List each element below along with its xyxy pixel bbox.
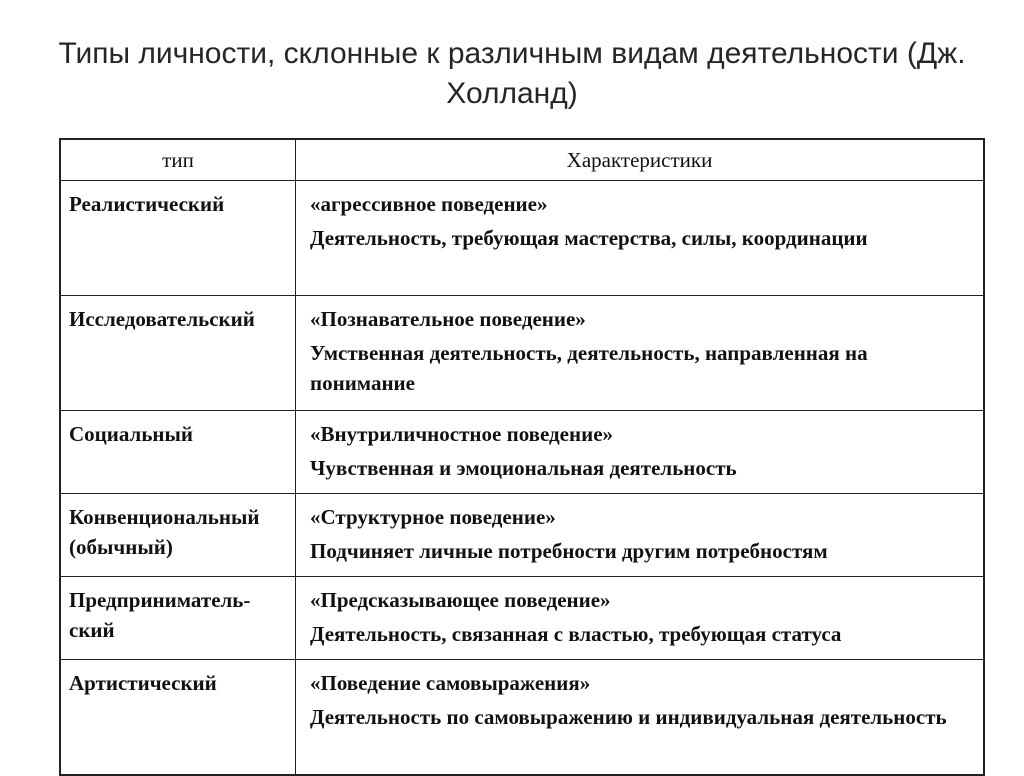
characteristics-cell xyxy=(296,577,985,660)
characteristics-cell xyxy=(296,660,985,776)
table-row xyxy=(60,577,984,660)
characteristics-cell xyxy=(296,494,985,577)
type-cell: Реалистический xyxy=(60,181,296,296)
type-cell: Социальный xyxy=(60,411,296,494)
type-cell: Исследовательский xyxy=(60,296,296,411)
table-row xyxy=(60,494,984,577)
activity-text: Деятельность, требующая мастерства, силы, координации xyxy=(310,226,868,250)
page-title: Типы личности, склонные к различным видам деятельности (Дж. Холланд) xyxy=(58,37,966,110)
type-cell: Конвенциональный (обычный) xyxy=(60,494,296,577)
characteristics-cell xyxy=(296,296,985,411)
activity-text: Умственная деятельность, деятельность, направленная на понимание xyxy=(310,341,868,395)
behavior-text: «агрессивное поведение» xyxy=(310,192,548,216)
activity-text: Подчиняет личные потребности другим потребностям xyxy=(310,539,828,563)
table-row xyxy=(60,660,984,776)
characteristics-cell xyxy=(296,411,985,494)
activity-text: Деятельность, связанная с властью, требующая статуса xyxy=(310,622,842,646)
table-row xyxy=(60,181,984,296)
characteristics-cell xyxy=(296,181,985,296)
behavior-text: «Структурное поведение» xyxy=(310,505,556,529)
holland-types-table-container xyxy=(59,138,985,776)
behavior-text: «Познавательное поведение» xyxy=(310,307,586,331)
table-header-row xyxy=(60,139,984,181)
behavior-text: «Предсказывающее поведение» xyxy=(310,588,611,612)
header-type: тип xyxy=(60,139,296,181)
type-cell: Артистический xyxy=(60,660,296,776)
behavior-text: «Поведение самовыражения» xyxy=(310,671,591,695)
header-characteristics: Характеристики xyxy=(296,139,985,181)
activity-text: Чувственная и эмоциональная деятельность xyxy=(310,456,737,480)
table-row xyxy=(60,296,984,411)
type-cell: Предприниматель-ский xyxy=(60,577,296,660)
table-row xyxy=(60,411,984,494)
behavior-text: «Внутриличностное поведение» xyxy=(310,422,614,446)
holland-types-table xyxy=(59,138,985,776)
activity-text: Деятельность по самовыражению и индивидуальная деятельность xyxy=(310,705,947,729)
